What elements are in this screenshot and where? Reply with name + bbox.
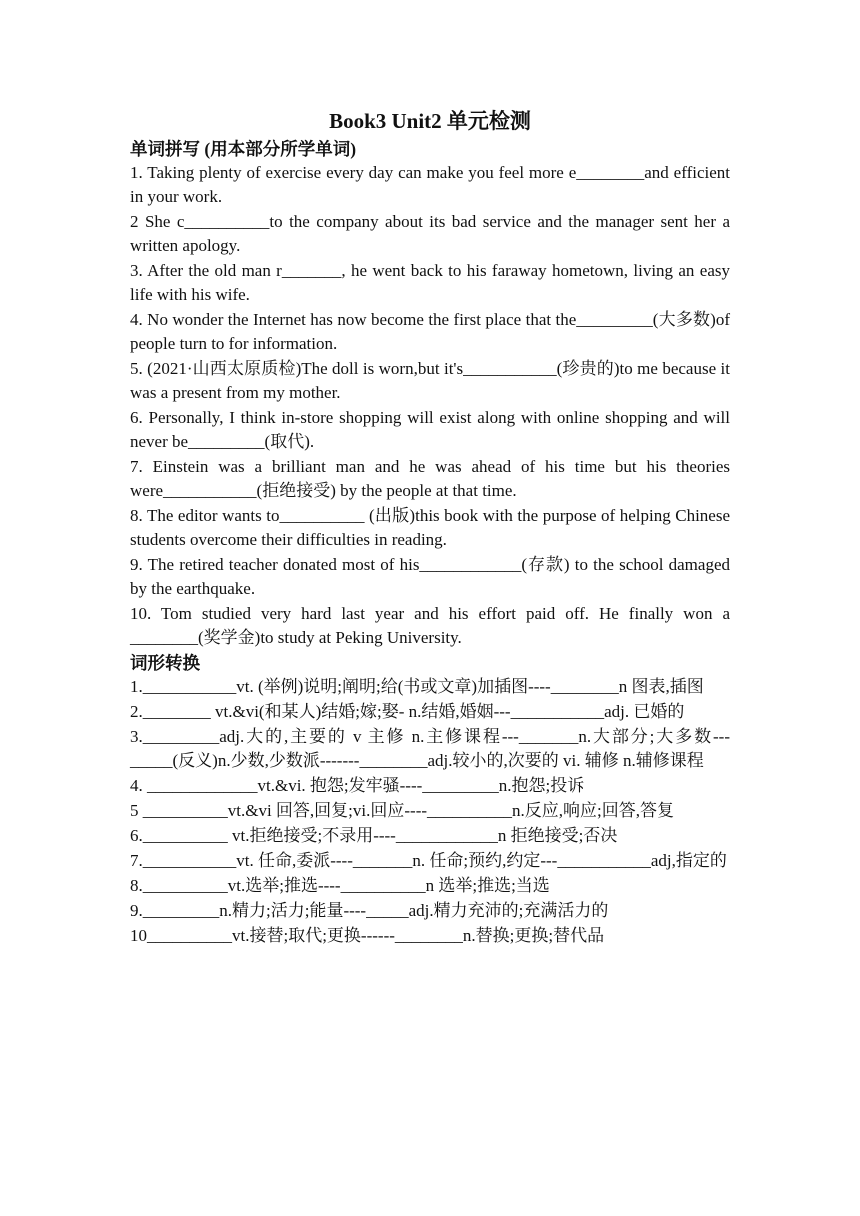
spelling-item-5: 5. (2021·山西太原质检)The doll is worn,but it's___________(珍贵的)to me because it was a present from my mother. (130, 359, 730, 402)
spelling-item-7: 7. Einstein was a brilliant man and he was ahead of his time but his theories were___________(拒绝接受) by the people at that time. (130, 457, 730, 500)
word-form-item-8: 8.__________vt.选举;推选----__________n 选举;推选;当选 (130, 876, 550, 895)
spelling-item-4: 4. No wonder the Internet has now become the first place that the_________(大多数)of people turn to for information. (130, 310, 730, 353)
word-forms-list (130, 675, 730, 948)
word-form-item-1: 1.___________vt. (举例)说明;阐明;给(书或文章)加插图----________n 图表,插图 (130, 677, 704, 696)
page-title: Book3 Unit2 单元检测 (329, 109, 531, 133)
word-form-item-3: 3._________adj.大的,主要的 v 主修 n.主修课程---_______n.大部分;大多数---_____(反义)n.少数,少数派-------________adj.较小的,次要的 vi. 辅修 n.辅修课程 (130, 727, 730, 770)
word-form-item-5: 5 __________vt.&vi 回答,回复;vi.回应----__________n.反应,响应;回答,答复 (130, 801, 674, 820)
spelling-item-3: 3. After the old man r_______, he went back to his faraway hometown, living an easy life with his wife. (130, 261, 730, 304)
word-form-item-9: 9._________n.精力;活力;能量----_____adj.精力充沛的;充满活力的 (130, 901, 609, 920)
spelling-item-8: 8. The editor wants to__________ (出版)this book with the purpose of helping Chinese students overcome their difficulties in reading. (130, 506, 730, 549)
document-body (130, 106, 730, 949)
word-form-item-2: 2.________ vt.&vi(和某人)结婚;嫁;娶- n.结婚,婚姻---___________adj. 已婚的 (130, 702, 685, 721)
spelling-list (130, 161, 730, 650)
section-heading-word-forms: 词形转换 (130, 653, 200, 673)
spelling-item-2: 2 She c__________to the company about its bad service and the manager sent her a written apology. (130, 212, 730, 255)
word-form-item-7: 7.___________vt. 任命,委派----_______n. 任命;预约,约定---___________adj,指定的 (130, 851, 727, 870)
spelling-item-6: 6. Personally, I think in-store shopping will exist along with online shopping and will never be_________(取代). (130, 408, 730, 451)
word-form-item-4: 4. _____________vt.&vi. 抱怨;发牢骚----_________n.抱怨;投诉 (130, 776, 585, 795)
section-heading-spelling: 单词拼写 (用本部分所学单词) (130, 139, 357, 159)
word-form-item-6: 6.__________ vt.拒绝接受;不录用----____________n 拒绝接受;否决 (130, 826, 618, 845)
spelling-item-10: 10. Tom studied very hard last year and his effort paid off. He finally won a ________(奖学金)to study at Peking University. (130, 604, 730, 647)
word-form-item-10: 10__________vt.接替;取代;更换------________n.替换;更换;替代品 (130, 926, 605, 945)
spelling-item-1: 1. Taking plenty of exercise every day can make you feel more e________and efficient in your work. (130, 163, 730, 206)
spelling-item-9: 9. The retired teacher donated most of his____________(存款) to the school damaged by the earthquake. (130, 555, 730, 598)
